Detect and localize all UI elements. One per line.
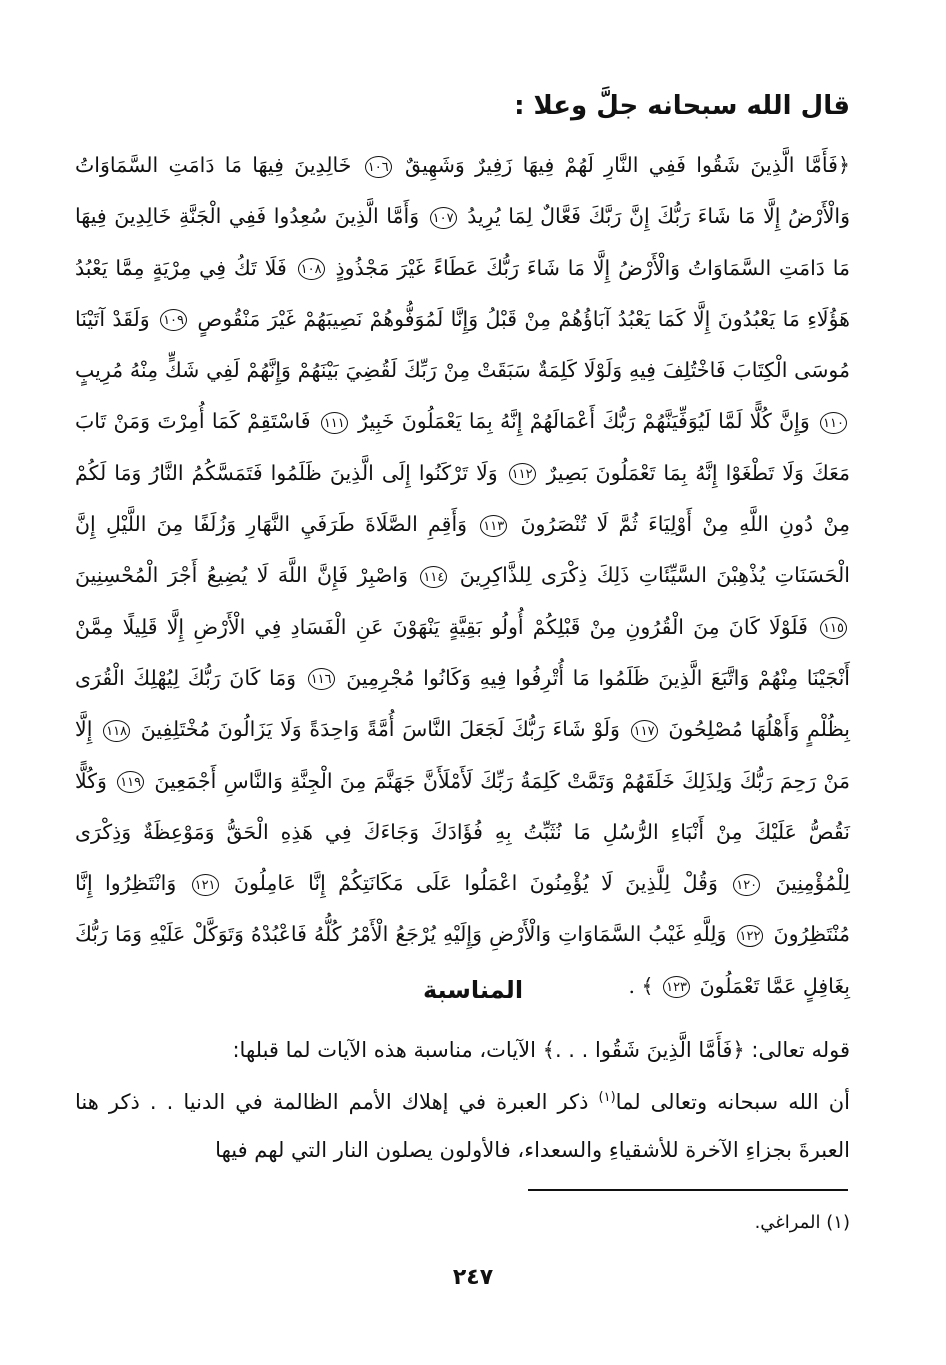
verse-text: فَأَمَّا الَّذِينَ شَقُوا فَفِي النَّارِ لَهُمْ فِيهَا زَفِيرٌ وَشَهِيقٌ	[405, 153, 838, 177]
ayah-number-marker: ١١٢	[509, 463, 536, 485]
ayah-number-marker: ١٠٦	[365, 156, 392, 178]
quran-verses	[75, 153, 850, 998]
page-heading: قال الله سبحانه جلَّ وعلا :	[514, 91, 850, 121]
verse-text: وَمَا كَانَ رَبُّكَ لِيُهْلِكَ الْقُرَى بِظُلْمٍ وَأَهْلُهَا مُصْلِحُونَ	[75, 665, 850, 742]
ayah-number-marker: ١١٣	[480, 515, 507, 537]
commentary-line2-start: أن الله سبحانه وتعالى لما	[615, 1090, 850, 1114]
verse-text: فَلَا تَكُ فِي مِرْيَةٍ مِمَّا يَعْبُدُ هَؤُلَاءِ مَا يَعْبُدُونَ إِلَّا كَمَا يَعْبُدُ آبَاؤُهُمْ مِنْ قَبْلُ وَإِنَّا لَمُوَفُّوهُمْ نَصِيبَهُمْ غَيْرَ مَنْقُوصٍ	[75, 255, 850, 331]
verse-text: وَأَمَّا الَّذِينَ سُعِدُوا فَفِي الْجَنَّةِ خَالِدِينَ فِيهَا مَا دَامَتِ السَّمَاوَاتُ وَالْأَرْضُ إِلَّا مَا شَاءَ رَبُّكَ عَطَاءً غَيْرَ مَجْذُوذٍ	[75, 204, 850, 280]
ayah-number-marker: ١١٤	[420, 566, 447, 588]
verse-text: وَلِلَّهِ غَيْبُ السَّمَاوَاتِ وَالْأَرْضِ وَإِلَيْهِ يُرْجَعُ الْأَمْرُ كُلُّهُ فَاعْبُدْهُ وَتَوَكَّلْ عَلَيْهِ وَمَا رَبُّكَ بِغَافِلٍ عَمَّا تَعْمَلُونَ	[75, 922, 850, 998]
opening-bracket: ﴿	[837, 153, 850, 177]
commentary-rest: ذكر العبرة في إهلاك الأمم الظالمة في الدنيا . . ذكر هنا العبرةَ بجزاءِ الآخرة للأشقياءِ والسعداء، فالأولون يصلون النار التي لهم فيها	[75, 1090, 850, 1162]
verse-text: وَاصْبِرْ فَإِنَّ اللَّهَ لَا يُضِيعُ أَجْرَ الْمُحْسِنِينَ	[75, 563, 408, 588]
commentary-intro: قوله تعالى:	[744, 1038, 850, 1062]
verse-text: وَإِنَّ كُلًّا لَمَّا لَيُوَفِّيَنَّهُمْ رَبُّكَ أَعْمَالَهُمْ إِنَّهُ بِمَا يَعْمَلُونَ خَبِيرٌ	[358, 409, 810, 434]
ayah-number-marker: ١١٩	[117, 771, 144, 793]
verse-text: فَلَوْلَا كَانَ مِنَ الْقُرُونِ مِنْ قَبْلِكُمْ أُولُو بَقِيَّةٍ يَنْهَوْنَ عَنِ الْفَسَادِ فِي الْأَرْضِ إِلَّا قَلِيلًا مِمَّنْ أَنْجَيْنَا مِنْهُمْ وَاتَّبَعَ الَّذِينَ ظَلَمُوا مَا أُتْرِفُوا فِيهِ وَكَانُوا مُجْرِمِينَ	[75, 614, 850, 690]
footnote-reference[interactable]: (١)	[598, 1090, 616, 1105]
verse-text: وَكُلًّا نَقُصُّ عَلَيْكَ مِنْ أَنْبَاءِ الرُّسُلِ مَا نُثَبِّتُ بِهِ فُؤَادَكَ وَجَاءَكَ فِي هَذِهِ الْحَقُّ وَمَوْعِظَةٌ وَذِكْرَى لِلْمُؤْمِنِينَ	[75, 768, 850, 896]
section-title: المناسبة	[422, 976, 524, 1004]
verse-text: وَأَقِمِ الصَّلَاةَ طَرَفَيِ النَّهَارِ وَزُلَفًا مِنَ اللَّيْلِ إِنَّ الْحَسَنَاتِ يُذْهِبْنَ السَّيِّئَاتِ ذَلِكَ ذِكْرَى لِلذَّاكِرِينَ	[75, 512, 850, 588]
verse-text: إِلَّا مَنْ رَحِمَ رَبُّكَ وَلِذَلِكَ خَلَقَهُمْ وَتَمَّتْ كَلِمَةُ رَبِّكَ لَأَمْلَأَنَّ جَهَنَّمَ مِنَ الْجِنَّةِ وَالنَّاسِ أَجْمَعِينَ	[75, 717, 850, 793]
ayah-number-marker: ١٢٠	[733, 874, 760, 896]
quran-passage	[75, 140, 850, 1012]
page-number: ٢٤٧	[452, 1265, 494, 1290]
closing-bracket: ﴾ .	[628, 973, 654, 998]
verse-text: وَلَا تَرْكَنُوا إِلَى الَّذِينَ ظَلَمُوا فَتَمَسَّكُمُ النَّارُ وَمَا لَكُمْ مِنْ دُونِ اللَّهِ مِنْ أَوْلِيَاءَ ثُمَّ لَا تُنْصَرُونَ	[75, 460, 850, 537]
verse-text: فَاسْتَقِمْ كَمَا أُمِرْتَ وَمَنْ تَابَ مَعَكَ وَلَا تَطْغَوْا إِنَّهُ بِمَا تَعْمَلُونَ بَصِيرٌ	[75, 409, 850, 485]
ayah-number-marker: ١١٦	[308, 668, 335, 690]
verse-text: وَانْتَظِرُوا إِنَّا مُنْتَظِرُونَ	[75, 871, 850, 947]
ayah-number-marker: ١١٥	[820, 617, 847, 639]
commentary-line1: الآيات، مناسبة هذه الآيات لما قبلها:	[232, 1038, 543, 1062]
commentary-paragraph	[75, 1026, 850, 1174]
ayah-number-marker: ١٢١	[192, 874, 219, 896]
ayah-number-marker: ١٢٣	[663, 976, 690, 998]
verse-text: خَالِدِينَ فِيهَا مَا دَامَتِ السَّمَاوَاتُ وَالْأَرْضُ إِلَّا مَا شَاءَ رَبُّكَ إِنَّ رَبَّكَ فَعَّالٌ لِمَا يُرِيدُ	[75, 153, 850, 229]
verse-text: وَقُلْ لِلَّذِينَ لَا يُؤْمِنُونَ اعْمَلُوا عَلَى مَكَانَتِكُمْ إِنَّا عَامِلُونَ	[233, 871, 718, 896]
verse-text: وَلَقَدْ آتَيْنَا مُوسَى الْكِتَابَ فَاخْتُلِفَ فِيهِ وَلَوْلَا كَلِمَةٌ سَبَقَتْ مِنْ رَبِّكَ لَقُضِيَ بَيْنَهُمْ وَإِنَّهُمْ لَفِي شَكٍّ مِنْهُ مُرِيبٍ	[75, 306, 850, 383]
ayah-number-marker: ١٠٧	[430, 207, 457, 229]
footnote-divider	[528, 1189, 848, 1191]
ayah-number-marker: ١١٨	[103, 720, 130, 742]
ayah-number-marker: ١٢٢	[737, 925, 764, 947]
ayah-number-marker: ١٠٨	[298, 258, 325, 280]
verse-text: وَلَوْ شَاءَ رَبُّكَ لَجَعَلَ النَّاسَ أُمَّةً وَاحِدَةً وَلَا يَزَالُونَ مُخْتَلِفِينَ	[140, 717, 620, 742]
ayah-number-marker: ١١٠	[820, 412, 847, 434]
commentary-quote: ﴿فَأَمَّا الَّذِينَ شَقُوا . . .﴾	[542, 1038, 745, 1062]
footnote-text: (١) المراغي.	[754, 1212, 850, 1233]
ayah-number-marker: ١١١	[321, 412, 348, 434]
ayah-number-marker: ١١٧	[631, 720, 658, 742]
ayah-number-marker: ١٠٩	[160, 309, 187, 331]
